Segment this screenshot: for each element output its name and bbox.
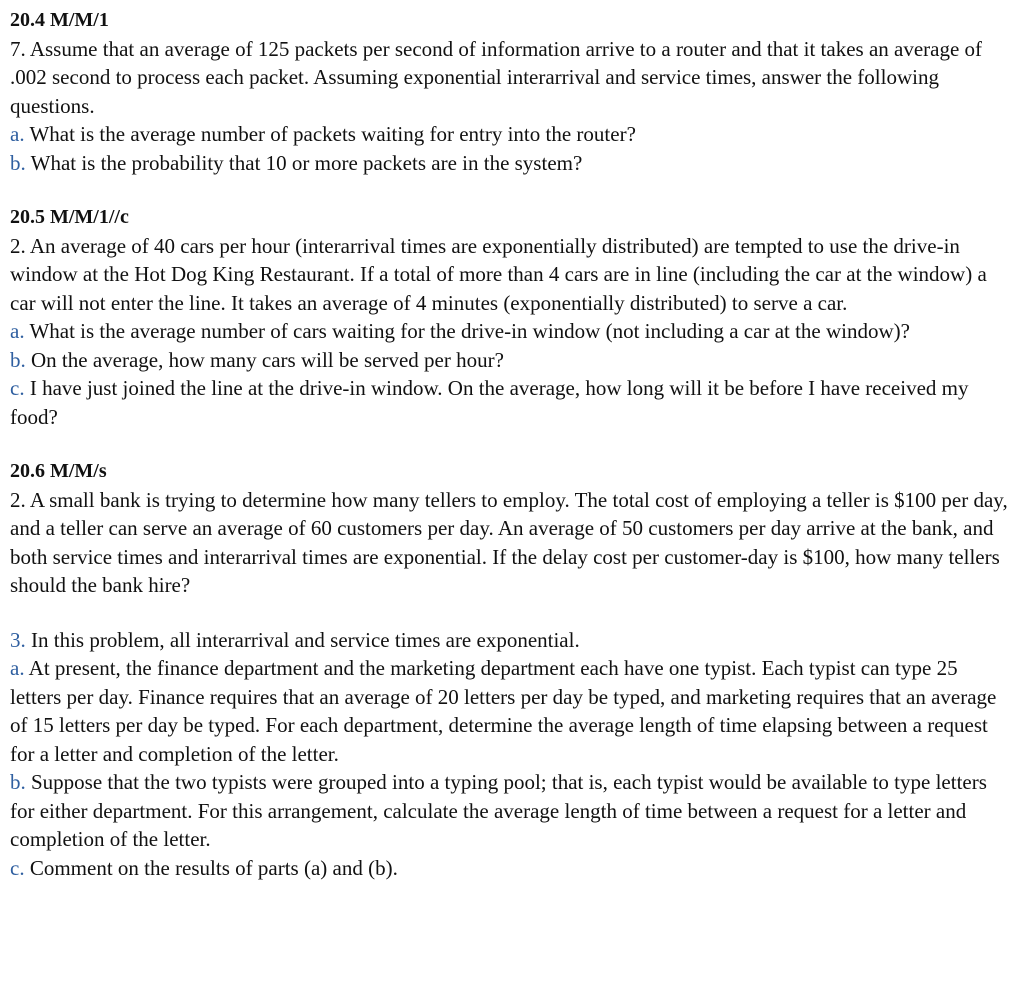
- part-label: c.: [10, 376, 25, 400]
- problem-part-b: [10, 346, 1014, 375]
- part-label: a.: [10, 122, 25, 146]
- problem-number-label: 3.: [10, 627, 26, 652]
- problem-part-c: [10, 854, 1014, 883]
- part-label: a.: [10, 319, 25, 343]
- section-heading: 20.6 M/M/s: [10, 460, 107, 482]
- part-label: a.: [10, 656, 25, 680]
- problem-part-b: [10, 768, 1014, 854]
- problem-2-bank: [10, 486, 1014, 600]
- part-label: b.: [10, 347, 26, 372]
- part-text: On the average, how many cars will be served per hour?: [25, 347, 504, 372]
- part-text: Comment on the results of parts (a) and (b).: [24, 855, 398, 880]
- section-mm1c: [10, 203, 1014, 431]
- problem-stem-text: 2. A small bank is trying to determine how many tellers to employ. The total cost of employing a teller is $100 per day, and a teller can serve an average of 60 customers per day. An average of 50 customers per day arrive at the bank, and both service times and interarrival times are exponential. If the delay cost per customer-day is $100, how many tellers should the bank hire?: [10, 487, 1008, 597]
- section-heading: 20.4 M/M/1: [10, 9, 109, 31]
- problem-stem-text: 2. An average of 40 cars per hour (interarrival times are exponentially distributed) are tempted to use the drive-in window at the Hot Dog King Restaurant. If a total of more than 4 cars are in line (including the car at the window) a car will not enter the line. It takes an average of 4 minutes (exponentially distributed) to serve a car.: [10, 233, 987, 315]
- problem-3-typists: [10, 626, 1014, 883]
- part-label: b.: [10, 150, 26, 175]
- section-mm1: [10, 6, 1014, 177]
- part-text: What is the average number of cars waiting for the drive-in window (not including a car at the window)?: [24, 319, 910, 343]
- part-text: What is the average number of packets waiting for entry into the router?: [24, 122, 636, 146]
- problem-stem-text: 7. Assume that an average of 125 packets per second of information arrive to a router and that it takes an average of .002 second to process each packet. Assuming exponential interarrival and service times, answer the following questions.: [10, 36, 983, 118]
- section-mms: [10, 457, 1014, 882]
- problem-part-c: [10, 374, 1014, 431]
- part-label: b.: [10, 770, 26, 794]
- problem-part-a: [10, 120, 1014, 149]
- problem-stem: [10, 35, 1014, 121]
- problem-part-a: [10, 317, 1014, 346]
- problem-2-hot-dog: [10, 232, 1014, 432]
- problem-stem-text: In this problem, all interarrival and service times are exponential.: [25, 627, 580, 652]
- problem-7: [10, 35, 1014, 178]
- part-label: c.: [10, 855, 25, 880]
- part-text: I have just joined the line at the drive-in window. On the average, how long will it be before I have received my food?: [10, 376, 969, 429]
- part-text: What is the probability that 10 or more packets are in the system?: [25, 150, 583, 175]
- problem-part-b: [10, 149, 1014, 178]
- part-text: Suppose that the two typists were grouped into a typing pool; that is, each typist would be available to type letters for either department. For this arrangement, calculate the average length of time between a request for a letter and completion of the letter.: [10, 770, 987, 851]
- problem-stem: [10, 232, 1014, 318]
- part-text: At present, the finance department and the marketing department each have one typist. Each typist can type 25 letters per day. Finance requires that an average of 20 letters per day be typed, and marketing requires that an average of 15 letters per day be typed. For each department, determine the average length of time elapsing between a request for a letter and completion of the letter.: [10, 656, 997, 766]
- problem-stem: [10, 626, 1014, 655]
- problem-part-a: [10, 654, 1014, 768]
- section-heading: 20.5 M/M/1//c: [10, 206, 129, 228]
- problem-stem: [10, 486, 1014, 600]
